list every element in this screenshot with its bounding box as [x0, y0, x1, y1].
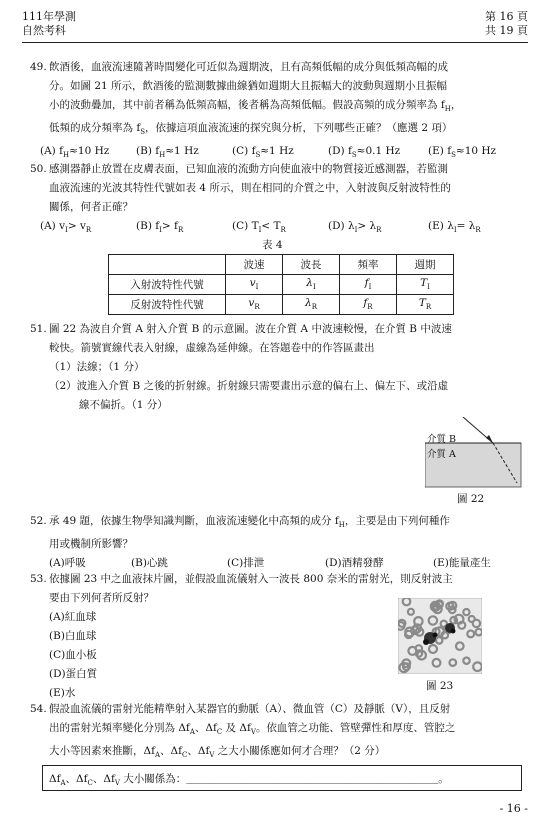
option-b[interactable]: (B) $f_I> f_R$	[136, 220, 184, 235]
q51-line: 圖 22 為波自介質 A 射入介質 B 的示意圖。波在介質 A 中波速較慢，在介質 B 中波速	[49, 323, 452, 335]
row-label: 入射波特性代號	[109, 275, 226, 295]
question-51	[30, 320, 522, 415]
option-a[interactable]: (A)呼吸	[49, 557, 86, 570]
figure-caption: 圖 22	[457, 493, 485, 505]
option-a[interactable]: (A) $f_H\approx 10$ Hz	[40, 145, 110, 160]
option-a[interactable]: (A)紅血球	[49, 611, 97, 623]
q49-line: 小的波動疊加，其中前者稱為低頻高幅，後者稱為高頻低幅。假設高頻的成分頻率為 $f_H$，	[49, 99, 462, 114]
page-footer: - 16 -	[499, 802, 528, 815]
column-header: 波長	[283, 255, 340, 275]
header-left	[22, 10, 76, 38]
option-e[interactable]: (E)水	[49, 687, 76, 699]
question-number: 54.	[30, 703, 47, 715]
table-caption: 表 4	[262, 239, 283, 251]
table-header-row	[109, 255, 454, 275]
option-a[interactable]: (A) $v_I> v_R$	[40, 220, 92, 235]
column-header: 波速	[226, 255, 283, 275]
question-number: 53.	[30, 573, 47, 585]
q52-line: 用或機制所影響？	[49, 538, 133, 551]
option-b[interactable]: (B)白血球	[49, 630, 97, 642]
question-number: 51.	[30, 323, 47, 335]
row-label: 反射波特性代號	[109, 295, 226, 315]
answer-blank[interactable]: ＿＿＿＿＿＿＿＿＿＿＿＿＿＿＿＿＿＿＿＿＿＿＿＿	[186, 773, 439, 785]
q52-line: 承 49 題，依據生物學知識判斷，血液流速變化中高頻的成分 $f_H$，主要是由下列何種作	[49, 515, 450, 530]
table-row: 入射波特性代號 $v_I$ $\lambda_I$ $f_I$ $T_I$	[109, 275, 454, 295]
question-50	[30, 160, 522, 240]
question-54	[30, 700, 522, 765]
q51-line: 較快。箭號實線代表入射線，虛線為延伸線。在答題卷中的作答區畫出	[49, 342, 375, 354]
q51-subquestion-2-cont: 線不偏折。（1 分）	[79, 399, 168, 411]
table-4	[108, 254, 454, 315]
header-right	[485, 10, 528, 38]
page-number-label: 第 16 頁	[485, 10, 528, 23]
column-header: 週期	[397, 255, 454, 275]
exam-year: 111年學測	[22, 10, 76, 23]
question-number: 50.	[30, 163, 47, 175]
question-number: 49.	[30, 61, 47, 73]
option-c[interactable]: (C) $f_S\approx 1$ Hz	[232, 145, 294, 160]
q51-subquestion-1: （1）法線；（1 分）	[49, 361, 145, 373]
q49-line: 分。如圖 21 所示，飲酒後的監測數據曲線猶如週期大且振幅大的波動與週期小且振幅	[49, 80, 448, 92]
figure-22	[425, 417, 525, 511]
q54-line: 假設血流儀的雷射光能精準射入某器官的動脈（A）、微血管（C）及靜脈（V），且反射	[49, 703, 451, 715]
q50-line: 感測器靜止放置在皮膚表面，已知血液的流動方向使血液中的物質接近感測器，若監測	[49, 163, 448, 175]
table-row: 反射波特性代號 $v_R$ $\lambda_R$ $f_R$ $T_R$	[109, 295, 454, 315]
total-pages-label: 共 19 頁	[485, 24, 528, 37]
option-b[interactable]: (B) $f_H\approx 1$ Hz	[136, 145, 199, 160]
option-d[interactable]: (D)蛋白質	[49, 668, 98, 680]
question-52	[30, 512, 522, 573]
option-d[interactable]: (D)酒精發酵	[325, 557, 384, 570]
option-e[interactable]: (E) $\lambda_I= \lambda_R$	[428, 220, 481, 235]
question-49	[30, 58, 522, 165]
option-c[interactable]: (C)排泄	[227, 557, 265, 570]
medium-b-label: 介質 B	[427, 434, 457, 445]
option-d[interactable]: (D) $\lambda_I> \lambda_R$	[328, 220, 382, 235]
q54-line: 出的雷射光頻率變化分別為 $\Delta f_A$、$\Delta f_C$ 及 $\Delta f_V$。依血管之功能、管壁彈性和厚度、管腔之	[49, 722, 456, 737]
q50-line: 關係，何者正確？	[49, 201, 133, 213]
blood-smear-image	[398, 598, 482, 674]
option-d[interactable]: (D) $f_S\approx 0.1$ Hz	[328, 145, 401, 160]
q51-subquestion-2: （2）波進入介質 B 之後的折射線。折射線只需要畫出示意的偏右上、偏左下、或沿虛	[49, 380, 449, 392]
q49-line: 飲酒後，血液流速隨著時間變化可近似為週期波，且有高頻低幅的成分與低頻高幅的成	[49, 61, 448, 73]
q50-line: 血液流速的光波其特性代號如表 4 所示，則在相同的介質之中，入射波與反射波特性的	[49, 182, 451, 194]
subject-name: 自然考科	[22, 24, 66, 37]
option-b[interactable]: (B)心跳	[131, 557, 168, 570]
question-number: 52.	[30, 515, 47, 527]
q53-line: 依據圖 23 中之血液抹片圖，並假設血流儀射入一波長 800 奈米的雷射光，則反射波主	[49, 573, 453, 585]
column-header: 頻率	[340, 255, 397, 275]
option-c[interactable]: (C) $T_I< T_R$	[232, 220, 286, 235]
answer-box[interactable]: $\Delta f_A$、$\Delta f_C$、$\Delta f_V$ 大小關係為：＿＿＿＿＿＿＿＿＿＿＿＿＿＿＿＿＿＿＿＿＿＿＿＿。	[42, 765, 522, 791]
option-e[interactable]: (E)能量產生	[433, 557, 491, 570]
q54-line: 大小等因素來推斷，$\Delta f_A$、$\Delta f_C$、$\Delta f_V$ 之大小關係應如何才合理？（2 分）	[49, 745, 386, 760]
arrow-head-icon	[486, 435, 493, 443]
figure-23	[398, 598, 482, 692]
header-divider	[22, 42, 528, 43]
figure-caption: 圖 23	[426, 680, 454, 692]
q49-line: 低頻的成分頻率為 $f_S$，依據這項血液流速的探究與分析，下列哪些正確？（應選 2 項）	[49, 122, 453, 137]
option-e[interactable]: (E) $f_S\approx 10$ Hz	[428, 145, 497, 160]
q53-line: 要由下列何者所反射？	[49, 592, 154, 604]
option-c[interactable]: (C)血小板	[49, 649, 97, 661]
medium-a-label: 介質 A	[427, 449, 456, 460]
